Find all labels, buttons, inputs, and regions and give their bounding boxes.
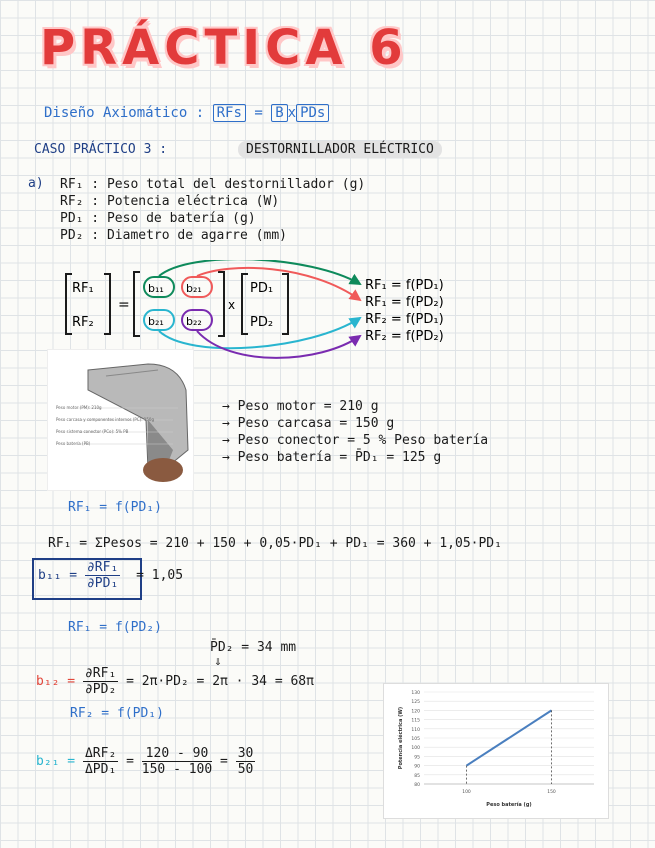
screwdriver-image bbox=[48, 350, 193, 490]
photo-label-battery: Peso batería (PB) bbox=[56, 441, 91, 446]
case-name-highlight: DESTORNILLADOR ELÉCTRICO bbox=[238, 141, 442, 158]
b21-num-delta: ΔRF₂ bbox=[84, 746, 117, 761]
pd2-arrow: ⇓ bbox=[214, 654, 222, 669]
heading-rf2-pd1: RF₂ = f(PD₁) bbox=[70, 706, 164, 721]
definition-rf1: RF₁ : Peso total del destornillador (g) bbox=[60, 177, 366, 192]
b21-equation bbox=[36, 746, 255, 777]
axiomatic-label: Diseño Axiomático : bbox=[44, 105, 205, 121]
matrix-rf1: RF₁ bbox=[72, 281, 94, 296]
matrix-b11: b₁₁ bbox=[148, 282, 164, 295]
matrix-times: x bbox=[228, 298, 236, 312]
times-sign: x bbox=[287, 105, 297, 121]
b12-rhs: = 2π·PD₂ = 2π · 34 = 68π bbox=[126, 674, 314, 689]
b-bracket-left bbox=[134, 272, 140, 336]
matrix-b22: b₂₂ bbox=[186, 315, 202, 328]
result-rf2-pd2: RF₂ = f(PD₂) bbox=[365, 329, 444, 344]
b11-lhs: b₁₁ = bbox=[38, 568, 78, 583]
part-a-marker: a) bbox=[28, 176, 44, 191]
definition-rf2: RF₂ : Potencia eléctrica (W) bbox=[60, 194, 280, 209]
axiomatic-design-line bbox=[44, 104, 329, 122]
heading-rf1-pd1: RF₁ = f(PD₁) bbox=[68, 500, 162, 515]
case-name bbox=[238, 142, 442, 157]
definition-pd1: PD₁ : Peso de batería (g) bbox=[60, 211, 256, 226]
b12-equation bbox=[36, 666, 314, 697]
photo-label-motor: Peso motor (PM): 210g bbox=[56, 405, 102, 410]
b21-eq2: = bbox=[220, 754, 228, 769]
chart-ylabel: Potencia eléctrica (W) bbox=[398, 706, 404, 770]
matrix-equals: = bbox=[118, 297, 130, 313]
b11-numerator: ∂RF₁ bbox=[86, 560, 119, 575]
definition-pd2: PD₂ : Diametro de agarre (mm) bbox=[60, 228, 287, 243]
chart-ytick-label: 100 bbox=[411, 746, 420, 752]
chart-ytick-label: 110 bbox=[411, 727, 420, 733]
b21-num-values: 120 - 90 bbox=[142, 746, 212, 762]
pd-bracket-left bbox=[242, 274, 248, 334]
pds-vector: PDs bbox=[296, 104, 329, 122]
chart-ytick-label: 90 bbox=[414, 764, 420, 770]
chart-xtick-label: 100 bbox=[462, 790, 471, 795]
b-matrix: B bbox=[271, 104, 287, 122]
weight-motor: → Peso motor = 210 g bbox=[222, 399, 379, 414]
page-title: PRÁCTICA 6 bbox=[40, 20, 408, 76]
chart-ytick-label: 80 bbox=[414, 783, 420, 788]
b12-lhs: b₁₂ = bbox=[36, 674, 76, 689]
chart-xlabel: Peso batería (g) bbox=[486, 802, 532, 808]
weights-list bbox=[222, 398, 488, 466]
b12-denominator: ∂PD₂ bbox=[84, 682, 117, 697]
photo-label-connector: Peso sistema conector (PCo): 5% PB bbox=[56, 429, 129, 434]
b21-fraction-values bbox=[142, 746, 212, 777]
pd2-mean-value: P̄D₂ = 34 mm bbox=[210, 640, 297, 655]
b21-num-result: 30 bbox=[237, 746, 254, 761]
matrix-pd1: PD₁ bbox=[250, 281, 274, 296]
chart-ytick-label: 95 bbox=[414, 755, 420, 761]
b-bracket-right bbox=[218, 272, 224, 336]
matrix-b12: b₂₁ bbox=[186, 282, 202, 295]
b21-fraction-delta bbox=[83, 746, 118, 777]
b12-numerator: ∂RF₁ bbox=[84, 666, 117, 681]
b11-rhs: = 1,05 bbox=[136, 568, 184, 583]
matrix-rf2: RF₂ bbox=[72, 315, 94, 330]
case-label: CASO PRÁCTICO 3 : bbox=[34, 142, 168, 157]
rf1-sum-equation: RF₁ = ΣPesos = 210 + 150 + 0,05·PD₁ + PD₁ = 360 + 1,05·PD₁ bbox=[48, 536, 502, 551]
b12-fraction bbox=[83, 666, 118, 697]
b11-fraction bbox=[85, 560, 120, 591]
rf-bracket-right bbox=[104, 274, 110, 334]
chart-svg bbox=[384, 684, 608, 818]
result-rf2-pd1: RF₂ = f(PD₁) bbox=[365, 312, 444, 327]
result-rf1-pd2: RF₁ = f(PD₂) bbox=[365, 295, 444, 310]
chart-ytick-label: 105 bbox=[411, 737, 420, 742]
chart-ytick-label: 130 bbox=[411, 691, 420, 696]
chart-xtick-label: 150 bbox=[547, 790, 556, 795]
matrix-b21: b₂₁ bbox=[148, 315, 164, 328]
b11-denominator: ∂PD₁ bbox=[86, 576, 119, 591]
chart-ytick-label: 120 bbox=[411, 709, 420, 715]
weight-housing: → Peso carcasa = 150 g bbox=[222, 416, 395, 431]
b21-lhs: b₂₁ = bbox=[36, 754, 76, 769]
b21-den-result: 50 bbox=[237, 762, 254, 777]
pd-bracket-right bbox=[282, 274, 288, 334]
chart-ytick-label: 85 bbox=[414, 773, 420, 779]
b11-equation bbox=[38, 560, 183, 591]
chart-ytick-label: 125 bbox=[411, 700, 420, 706]
weight-connector: → Peso conector = 5 % Peso batería bbox=[222, 433, 489, 448]
b21-eq1: = bbox=[126, 754, 134, 769]
b21-den-delta: ΔPD₁ bbox=[84, 762, 117, 777]
weight-battery: → Peso batería = P̄D₁ = 125 g bbox=[222, 450, 442, 465]
rfs-vector: RFs bbox=[213, 104, 246, 122]
b21-fraction-result bbox=[236, 746, 256, 777]
result-rf1-pd1: RF₁ = f(PD₁) bbox=[365, 278, 444, 293]
chart-ytick-label: 115 bbox=[411, 718, 420, 724]
heading-rf1-pd2: RF₁ = f(PD₂) bbox=[68, 620, 162, 635]
equals-sign: = bbox=[254, 105, 263, 121]
b21-den-values: 150 - 100 bbox=[141, 762, 213, 777]
power-vs-battery-chart bbox=[384, 684, 608, 818]
definitions-list bbox=[60, 176, 365, 244]
matrix-pd2: PD₂ bbox=[250, 315, 274, 330]
photo-label-housing: Peso carcasa y componentes internos (PC): 150g bbox=[56, 417, 154, 422]
